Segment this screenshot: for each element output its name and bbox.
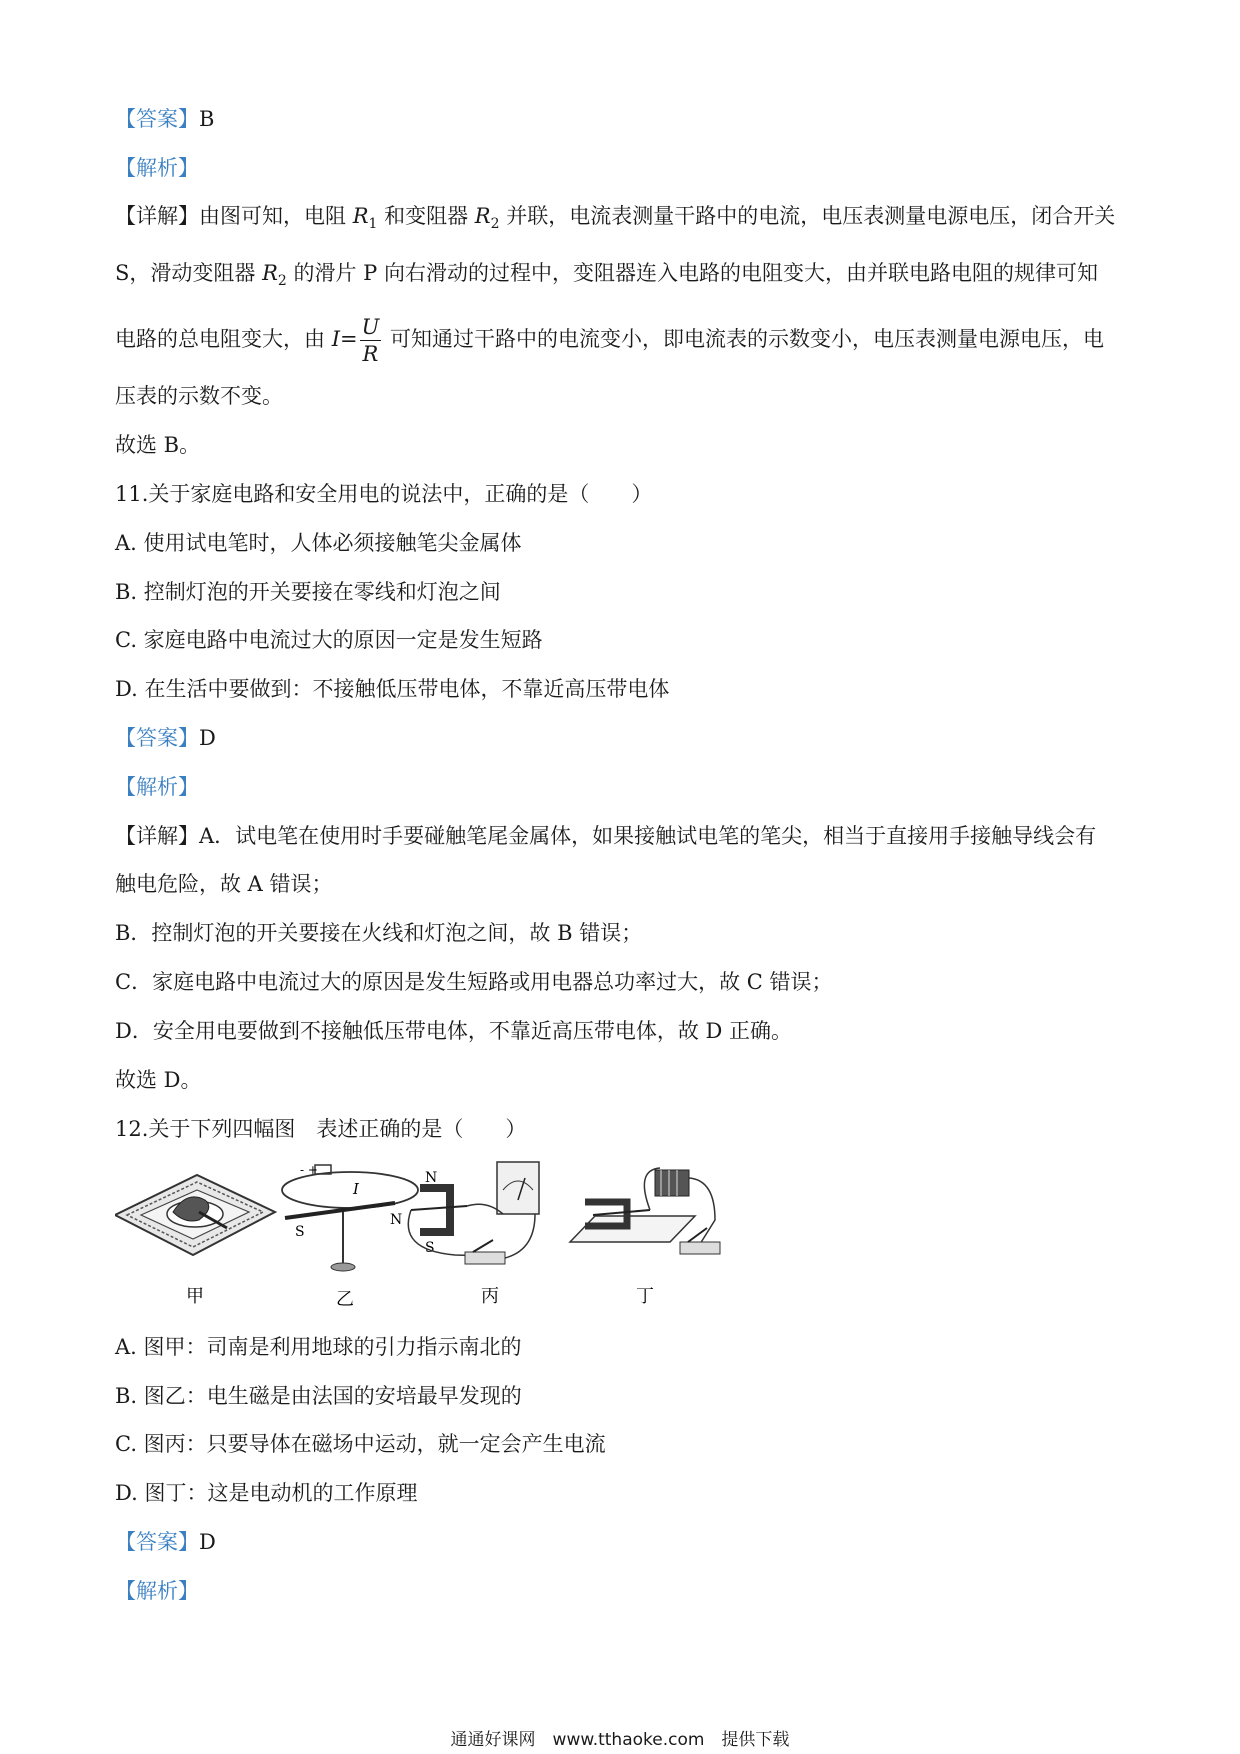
detail-line-2 [115, 258, 1098, 296]
symbol-r2-sub: 2 [490, 216, 500, 233]
symbol-r1: R [352, 204, 369, 228]
symbol-r2-sub: 2 [277, 273, 287, 290]
detail-line-1 [115, 201, 1115, 239]
detail-line-3 [115, 310, 1104, 368]
answer-value: D [199, 726, 216, 750]
option-text: A. 使用试电笔时，人体必须接触笔尖金属体 [115, 531, 522, 555]
answer-value: D [199, 1530, 216, 1554]
detail-d [115, 1016, 792, 1046]
answer-tag: 【答案】 [115, 107, 199, 131]
current-label: I [353, 1180, 359, 1198]
analysis-tag: 【解析】 [115, 775, 199, 799]
conclusion [115, 1065, 202, 1095]
detail-tag: 【详解】 [115, 824, 199, 848]
detail-text: 可知通过干路中的电流变小，即电流表的示数变小，电压表测量电源电压，电 [383, 327, 1104, 351]
conclusion [115, 430, 200, 460]
detail-text: B．控制灯泡的开关要接在火线和灯泡之间，故 B 错误； [115, 921, 643, 945]
option-c [115, 1429, 606, 1459]
needle-s-label: S [295, 1224, 305, 1240]
figure-bing-induction [408, 1162, 539, 1264]
detail-text: 并联，电流表测量干路中的电流，电压表测量电源电压，闭合开关 [499, 204, 1116, 228]
detail-text: A．试电笔在使用时手要碰触笔尾金属体，如果接触试电笔的笔尖，相当于直接用手接触导线会有 [199, 824, 1097, 848]
symbol-r1-sub: 1 [368, 216, 378, 233]
option-text: C. 图丙：只要导体在磁场中运动，就一定会产生电流 [115, 1432, 606, 1456]
detail-b [115, 918, 642, 948]
magnet-s-label: S [425, 1240, 435, 1256]
option-a [115, 528, 522, 558]
page-footer: 通通好课网 www.tthaoke.com 提供下载 [450, 1730, 790, 1750]
magnet-n-label: N [425, 1170, 438, 1186]
analysis-tag: 【解析】 [115, 156, 199, 180]
option-text: C. 家庭电路中电流过大的原因一定是发生短路 [115, 628, 543, 652]
option-d [115, 1478, 417, 1508]
figure-strip [115, 1160, 745, 1310]
option-c [115, 625, 543, 655]
analysis-line [115, 772, 199, 802]
figure-jia-compass [115, 1175, 275, 1255]
stem-text: 12.关于下列四幅图 表述正确的是（ ） [115, 1117, 527, 1141]
conclusion-text: 故选 D。 [115, 1068, 202, 1092]
answer-tag: 【答案】 [115, 1530, 199, 1554]
detail-text: 电路的总电阻变大，由 [115, 327, 332, 351]
figure-yi-oersted [282, 1163, 418, 1271]
fraction-denominator: R [362, 342, 379, 366]
option-text: D. 图丁：这是电动机的工作原理 [115, 1481, 418, 1505]
answer-line [115, 723, 216, 753]
option-b [115, 1381, 522, 1411]
answer-tag: 【答案】 [115, 726, 199, 750]
detail-a-line-1 [115, 821, 1096, 851]
detail-text: D．安全用电要做到不接触低压带电体，不靠近高压带电体，故 D 正确。 [115, 1019, 793, 1043]
caption-bing: 丙 [481, 1286, 499, 1307]
question-stem [115, 1114, 526, 1144]
conclusion-text: 故选 B。 [115, 433, 201, 457]
caption-jia: 甲 [186, 1286, 204, 1307]
analysis-line [115, 1576, 199, 1606]
option-b [115, 577, 501, 607]
detail-text: 和变阻器 [377, 204, 475, 228]
detail-text: S，滑动变阻器 [115, 261, 263, 285]
formula-lhs: I= [331, 327, 358, 351]
detail-text: 由图可知，电阻 [199, 204, 353, 228]
ohms-law-fraction [360, 314, 382, 367]
needle-n-label: N [390, 1212, 403, 1228]
answer-line [115, 1527, 216, 1557]
detail-a-line-2 [115, 869, 333, 899]
detail-text: 的滑片 P 向右滑动的过程中，变阻器连入电路的电阻变大，由并联电路电阻的规律可知 [286, 261, 1098, 285]
analysis-line [115, 153, 199, 183]
detail-text: 触电危险，故 A 错误； [115, 872, 333, 896]
option-text: B. 控制灯泡的开关要接在零线和灯泡之间 [115, 580, 501, 604]
question-stem [115, 479, 652, 509]
option-text: A. 图甲：司南是利用地球的引力指示南北的 [115, 1335, 522, 1359]
physics-figures [115, 1160, 745, 1310]
detail-tag: 【详解】 [115, 204, 199, 228]
option-a [115, 1332, 522, 1362]
option-text: D. 在生活中要做到：不接触低压带电体，不靠近高压带电体 [115, 677, 670, 701]
detail-text: C．家庭电路中电流过大的原因是发生短路或用电器总功率过大，故 C 错误； [115, 970, 833, 994]
symbol-r2: R [262, 261, 278, 285]
option-text: B. 图乙：电生磁是由法国的安培最早发现的 [115, 1384, 522, 1408]
option-d [115, 674, 669, 704]
detail-text: 压表的示数不变。 [115, 384, 283, 408]
figure-ding-motor [570, 1168, 720, 1254]
battery-sign-label: - + [300, 1163, 318, 1177]
fraction-numerator: U [361, 315, 380, 339]
answer-value: B [199, 107, 215, 131]
symbol-r2: R [474, 204, 491, 228]
detail-line-4 [115, 381, 283, 411]
analysis-tag: 【解析】 [115, 1579, 199, 1603]
detail-c [115, 967, 832, 997]
answer-line [115, 104, 214, 134]
stem-text: 11.关于家庭电路和安全用电的说法中，正确的是（ ） [115, 482, 653, 506]
caption-ding: 丁 [636, 1286, 654, 1307]
caption-yi: 乙 [336, 1289, 354, 1310]
